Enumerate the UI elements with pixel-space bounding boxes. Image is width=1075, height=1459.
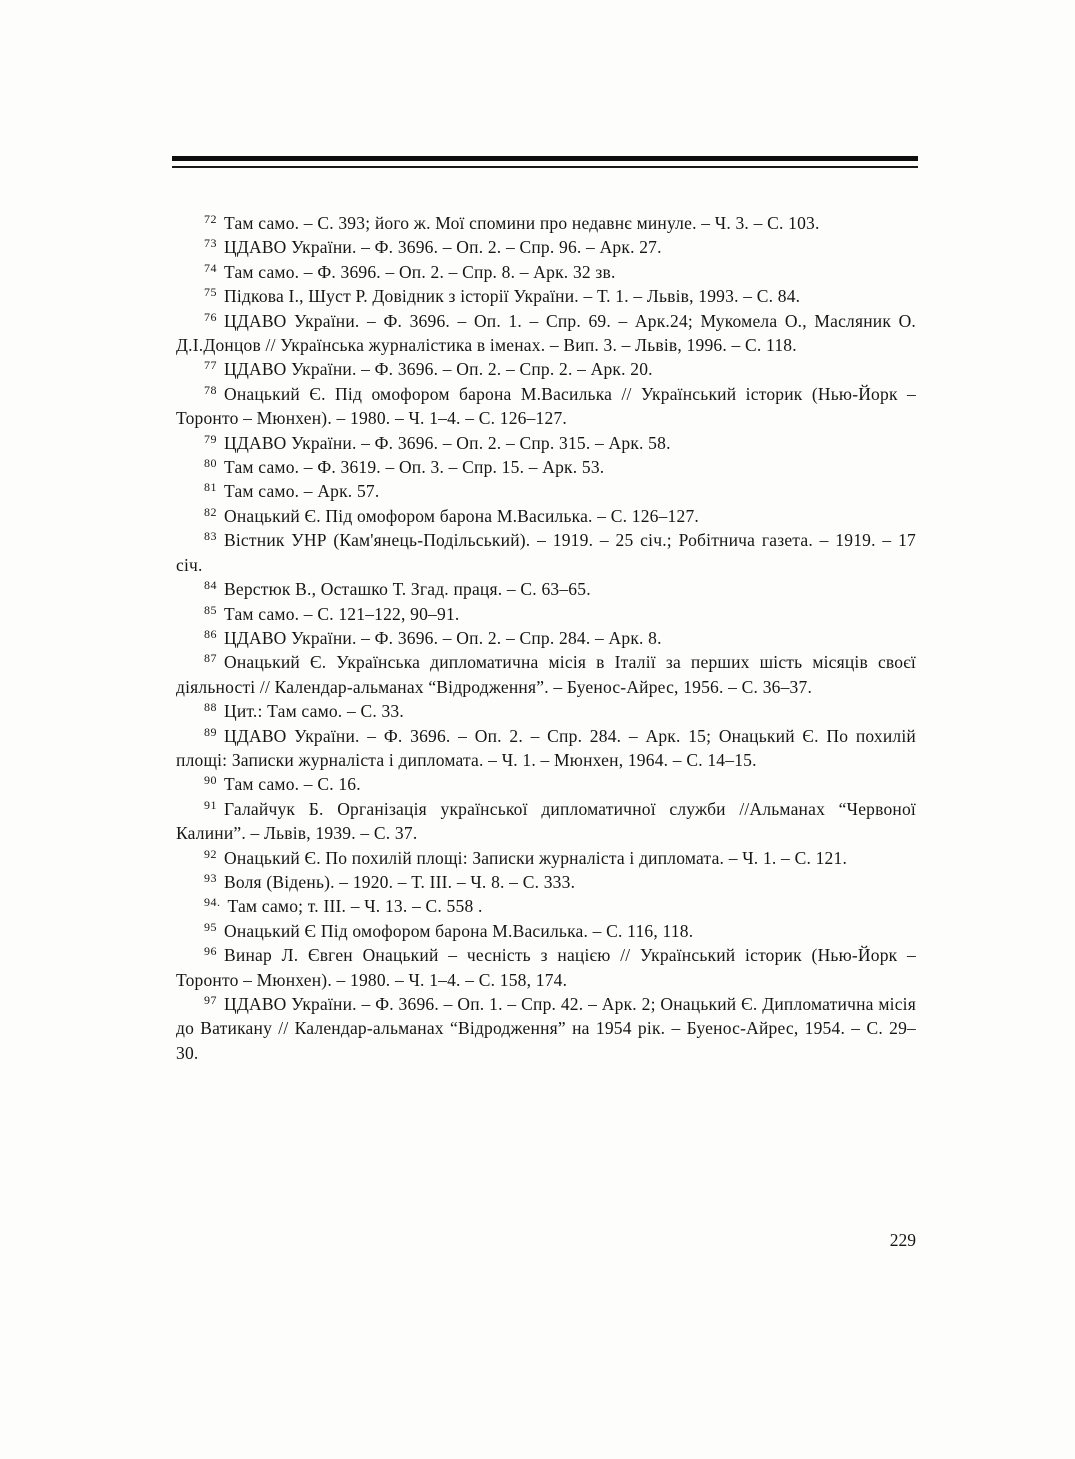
footnote: [176, 724, 916, 773]
footnote-text: ЦДАВО України. – Ф. 3696. – Оп. 1. – Спр. 69. – Арк.24; Мукомела О., Масляник О. Д.І.Донцов // Українська журналістика в іменах. – Вип. 3. – Львів, 1996. – С. 118.: [176, 310, 916, 356]
footnote-number: 83: [204, 529, 217, 544]
footnote-text: Там само. – С. 121–122, 90–91.: [224, 603, 460, 624]
rule-thick: [172, 156, 918, 161]
footnote-text: Онацький Є. По похилій площі: Записки журналіста і дипломата. – Ч. 1. – С. 121.: [224, 847, 848, 868]
footnote-number: 96: [204, 944, 217, 959]
footnote-number: 81: [204, 480, 217, 495]
footnote-text: ЦДАВО України. – Ф. 3696. – Оп. 2. – Спр. 2. – Арк. 20.: [224, 359, 653, 380]
footnote-number: 80: [204, 456, 217, 471]
footnote-text: Там само. – Ф. 3696. – Оп. 2. – Спр. 8. – Арк. 32 зв.: [224, 261, 616, 282]
footnote-text: Вістник УНР (Кам'янець-Подільський). – 1919. – 25 січ.; Робітнича газета. – 1919. – 17 січ.: [176, 530, 916, 575]
footnote-number: 89: [204, 724, 217, 739]
footnote: [176, 699, 916, 723]
footnote-number: 94.: [204, 895, 221, 910]
footnote: [176, 528, 916, 577]
footnote-number: 77: [204, 358, 217, 373]
footnote-number: 92: [204, 846, 217, 861]
footnote: [176, 357, 916, 381]
footnote-number: 75: [204, 285, 217, 300]
footnote: [176, 894, 916, 918]
footnote-number: 85: [204, 602, 217, 617]
footnote: [176, 602, 916, 626]
footnote-number: 84: [204, 578, 217, 593]
footnote: [176, 772, 916, 796]
notes-list: [176, 211, 916, 1065]
footnote: [176, 309, 916, 358]
header-double-rule: [172, 156, 918, 168]
footnote-number: 91: [204, 797, 217, 812]
footnote-text: Там само. – Арк. 57.: [224, 481, 380, 502]
footnote-number: 72: [204, 212, 217, 226]
footnote-text: Цит.: Там само. – С. 33.: [224, 701, 404, 722]
footnote-number: 82: [204, 504, 217, 519]
footnote: [176, 870, 916, 894]
footnote-text: ЦДАВО України. – Ф. 3696. – Оп. 2. – Спр. 284. – Арк. 8.: [224, 627, 662, 648]
footnote-text: ЦДАВО України. – Ф. 3696. – Оп. 1. – Спр. 42. – Арк. 2; Онацький Є. Дипломатична місія до Ватикану // Календар-альманах “Відродження” на 1954 рік. – Буенос-Айрес, 1954. – С. 29–30.: [176, 994, 916, 1063]
footnote: [176, 382, 916, 431]
footnote: [176, 626, 916, 650]
footnote: [176, 650, 916, 699]
footnote: [176, 455, 916, 479]
footnote: [176, 992, 916, 1065]
footnote-text: ЦДАВО України. – Ф. 3696. – Оп. 2. – Спр. 284. – Арк. 15; Онацький Є. По похилій площі: Записки журналіста і дипломата. – Ч. 1. – Мюнхен, 1964. – С. 14–15.: [176, 725, 916, 770]
footnote: [176, 235, 916, 259]
footnote-text: Онацький Є. Під омофором барона М.Василька // Український історик (Нью-Йорк – Торонто – Мюнхен). – 1980. – Ч. 1–4. – С. 126–127.: [176, 383, 916, 429]
footnote-text: Підкова І., Шуст Р. Довідник з історії України. – Т. 1. – Львів, 1993. – С. 84.: [224, 286, 801, 307]
footnote-text: Онацький Є Під омофором барона М.Василька. – С. 116, 118.: [224, 920, 694, 941]
footnote: [176, 943, 916, 992]
footnote-text: ЦДАВО України. – Ф. 3696. – Оп. 2. – Спр. 96. – Арк. 27.: [224, 237, 662, 258]
footnote: [176, 846, 916, 870]
footnote-text: Там само. – Ф. 3619. – Оп. 3. – Спр. 15. – Арк. 53.: [224, 457, 605, 478]
footnote-text: Верстюк В., Осташко Т. Згад. праця. – С. 63–65.: [224, 579, 591, 600]
footnote: [176, 479, 916, 503]
footnote-text: Галайчук Б. Організація української дипломатичної служби //Альманах “Червоної Калини”. – Львів, 1939. – С. 37.: [176, 798, 916, 844]
footnote-number: 74: [204, 260, 217, 275]
footnote-number: 93: [204, 870, 217, 885]
footnote-number: 87: [204, 651, 217, 666]
footnote-number: 90: [204, 773, 217, 788]
footnote-number: 78: [204, 382, 217, 397]
footnote: [176, 504, 916, 528]
page-number-row: [176, 1230, 916, 1251]
footnote: [176, 260, 916, 284]
footnote-number: 79: [204, 431, 217, 446]
footnote-text: Там само. – С. 16.: [224, 774, 361, 795]
footnote-text: Онацький Є. Українська дипломатична місія в Італії за перших шість місяців своєї діяльності // Календар-альманах “Відродження”. – Буенос-Айрес, 1956. – С. 36–37.: [176, 652, 916, 697]
footnote-number: 86: [204, 626, 217, 641]
footnote-text: Онацький Є. Під омофором барона М.Василька. – С. 126–127.: [224, 505, 699, 526]
footnote: [176, 919, 916, 943]
footnote-text: ЦДАВО України. – Ф. 3696. – Оп. 2. – Спр. 315. – Арк. 58.: [224, 432, 671, 453]
footnote: [176, 431, 916, 455]
footnote-text: Воля (Відень). – 1920. – Т. III. – Ч. 8. – С. 333.: [224, 871, 576, 892]
footnote: [176, 211, 916, 235]
footnote-text: Винар Л. Євген Онацький – чесність з нацією // Український історик (Нью-Йорк – Торонто – Мюнхен). – 1980. – Ч. 1–4. – С. 158, 174.: [176, 945, 916, 990]
footnote-number: 76: [204, 309, 217, 324]
footnote: [176, 797, 916, 846]
page-number: 229: [889, 1230, 916, 1250]
footnote: [176, 577, 916, 601]
footnote: [176, 284, 916, 308]
footnote-number: 97: [204, 993, 217, 1007]
footnote-number: 95: [204, 919, 217, 934]
rule-thin: [172, 166, 918, 168]
footnote-number: 73: [204, 236, 217, 251]
footnote-number: 88: [204, 700, 217, 715]
footnote-text: Там само; т. III. – Ч. 13. – С. 558 .: [227, 896, 483, 917]
footnote-text: Там само. – С. 393; його ж. Мої спомини про недавнє минуле. – Ч. 3. – С. 103.: [224, 213, 820, 233]
